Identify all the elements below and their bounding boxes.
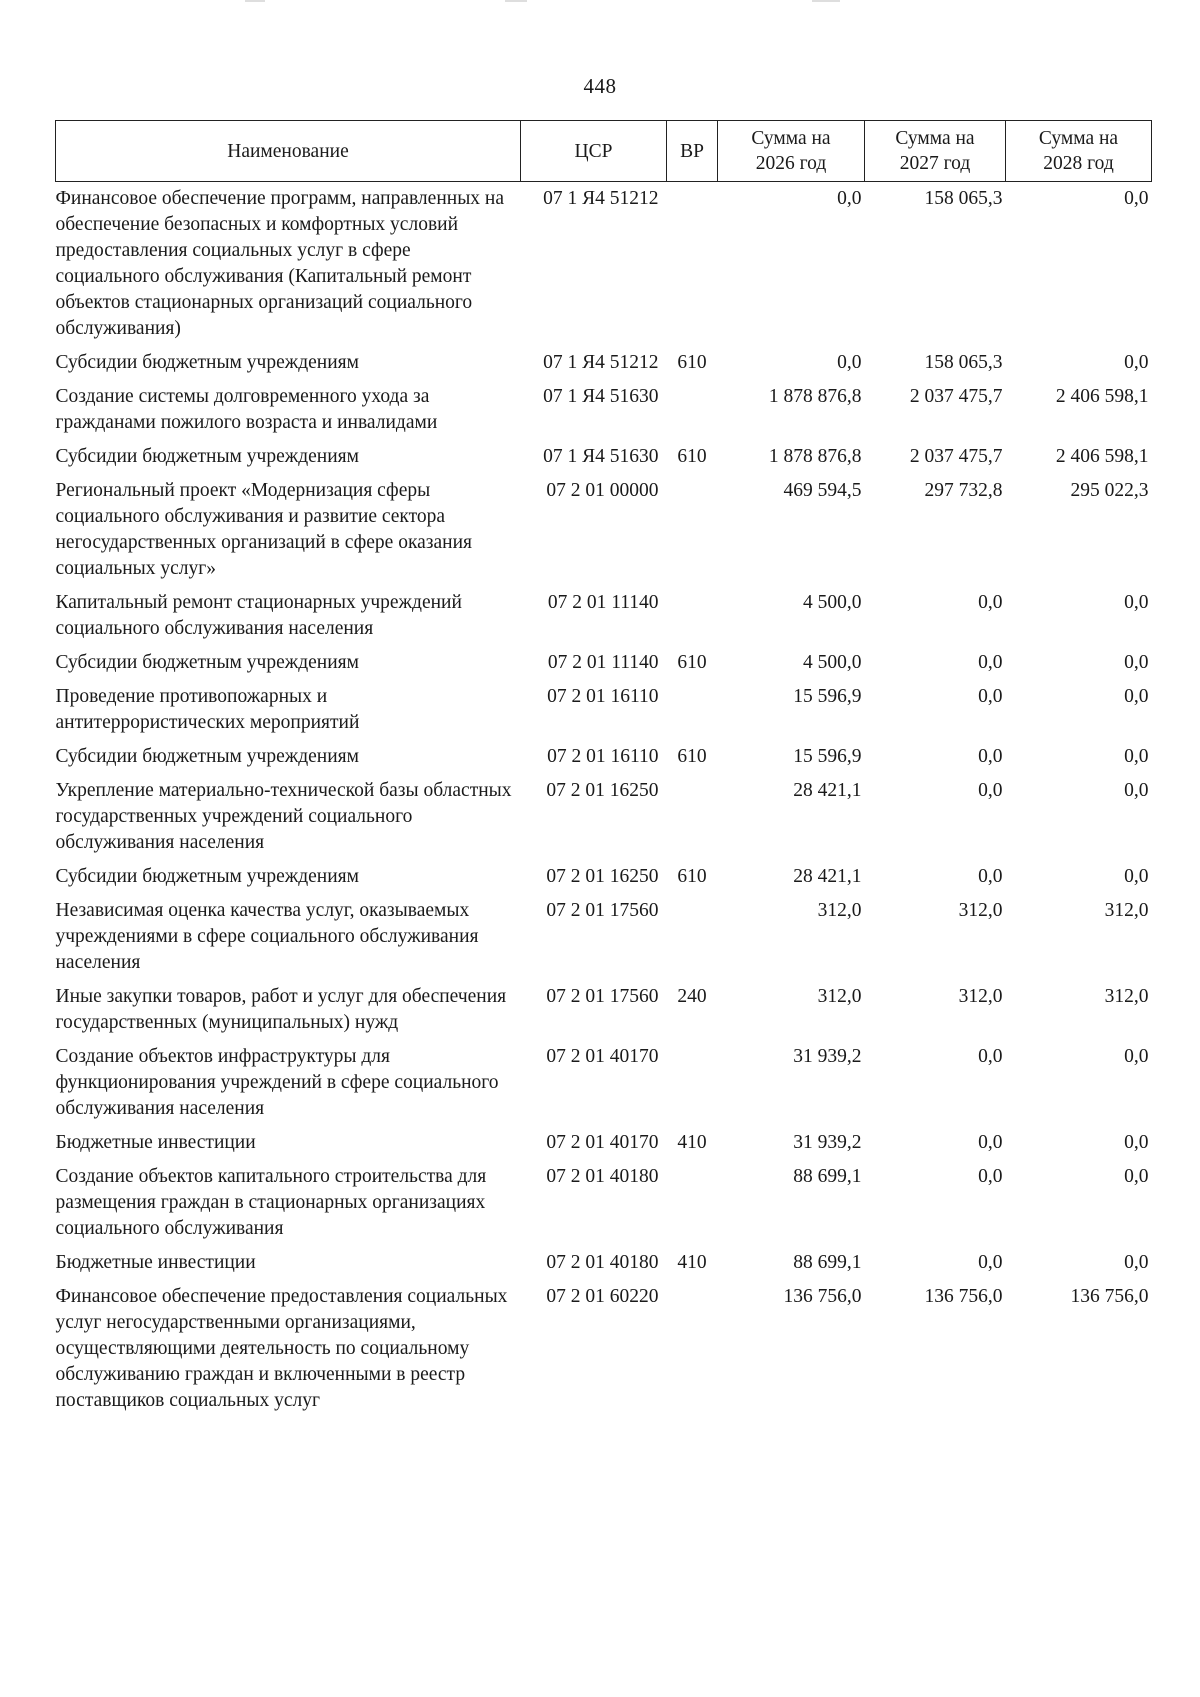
row-csr: 07 2 01 00000 [546,480,659,501]
row-vr [667,680,718,740]
row-sum-2027: 297 732,8 [924,480,1003,501]
row-sum-2027: 2 037 475,7 [909,386,1003,407]
row-name: Региональный проект «Модернизация сферы социального обслуживания и развитие сектора негосударственных организаций в сфере оказания социальных услуг» [55,480,472,579]
row-sum-2026: 28 421,1 [793,866,862,887]
row-vr: 610 [677,652,707,673]
page-number: 448 [583,74,617,98]
row-sum-2026: 312,0 [817,900,862,921]
row-sum-2027: 158 065,3 [924,188,1003,209]
row-name: Проведение противопожарных и антитеррористических мероприятий [55,686,360,733]
row-csr: 07 1 Я4 51630 [543,446,659,467]
row-sum-2027: 0,0 [978,1132,1003,1153]
row-name: Иные закупки товаров, работ и услуг для обеспечения государственных (муниципальных) нужд [55,986,507,1033]
row-sum-2027: 0,0 [978,746,1003,767]
row-csr: 07 2 01 11140 [547,652,659,673]
table-row [56,1160,1152,1246]
budget-table [55,120,1152,1418]
row-sum-2028: 0,0 [1124,592,1149,613]
row-sum-2028: 295 022,3 [1070,480,1149,501]
row-vr: 610 [677,446,707,467]
row-vr: 240 [677,986,707,1007]
row-name: Субсидии бюджетным учреждениям [55,352,359,373]
row-sum-2028: 0,0 [1124,780,1149,801]
row-sum-2026: 1 878 876,8 [768,386,862,407]
row-csr: 07 2 01 40170 [546,1132,659,1153]
row-sum-2026: 4 500,0 [803,592,862,613]
table-row [56,1126,1152,1160]
row-csr: 07 2 01 40180 [546,1166,659,1187]
row-sum-2026: 4 500,0 [803,652,862,673]
row-sum-2026: 88 699,1 [793,1252,862,1273]
row-sum-2028: 136 756,0 [1070,1286,1149,1307]
row-sum-2028: 312,0 [1104,900,1149,921]
header-vr-label: ВР [680,140,704,162]
row-csr: 07 2 01 11140 [547,592,659,613]
header-name [56,121,521,182]
header-sum-2026-line2: 2026 год [755,153,827,174]
row-sum-2028: 2 406 598,1 [1055,386,1149,407]
table-row [56,1280,1152,1418]
row-sum-2028: 0,0 [1124,1166,1149,1187]
row-sum-2026: 31 939,2 [793,1046,862,1067]
header-sum-2027-line1: Сумма на [895,128,975,149]
row-sum-2028: 0,0 [1124,188,1149,209]
row-sum-2028: 2 406 598,1 [1055,446,1149,467]
row-vr [667,774,718,860]
table-row [56,182,1152,347]
header-sum-2028 [1006,121,1152,182]
row-csr: 07 1 Я4 51630 [543,386,659,407]
table-row [56,740,1152,774]
table-row [56,680,1152,740]
row-sum-2026: 88 699,1 [793,1166,862,1187]
table-row [56,894,1152,980]
row-vr: 410 [677,1252,707,1273]
header-vr [667,121,718,182]
row-sum-2028: 312,0 [1104,986,1149,1007]
row-sum-2026: 136 756,0 [783,1286,862,1307]
table-row [56,474,1152,586]
row-sum-2027: 2 037 475,7 [909,446,1003,467]
row-vr [667,1160,718,1246]
table-row [56,980,1152,1040]
row-sum-2026: 31 939,2 [793,1132,862,1153]
table-row [56,586,1152,646]
table-header [56,121,1152,182]
table-row [56,860,1152,894]
row-csr: 07 2 01 60220 [546,1286,659,1307]
row-sum-2027: 0,0 [978,1166,1003,1187]
row-name: Укрепление материально-технической базы областных государственных учреждений социального обслуживания населения [55,780,512,853]
row-sum-2028: 0,0 [1124,652,1149,673]
row-sum-2028: 0,0 [1124,1046,1149,1067]
row-sum-2027: 312,0 [958,900,1003,921]
row-vr: 610 [677,866,707,887]
row-vr: 610 [677,746,707,767]
row-name: Субсидии бюджетным учреждениям [55,866,359,887]
scan-artifact [505,0,527,2]
row-sum-2028: 0,0 [1124,746,1149,767]
row-sum-2026: 312,0 [817,986,862,1007]
row-sum-2027: 0,0 [978,652,1003,673]
row-sum-2028: 0,0 [1124,352,1149,373]
row-csr: 07 2 01 16250 [546,780,659,801]
row-vr [667,586,718,646]
table-row [56,380,1152,440]
table-row [56,440,1152,474]
row-sum-2027: 158 065,3 [924,352,1003,373]
row-sum-2028: 0,0 [1124,1252,1149,1273]
header-sum-2026 [718,121,865,182]
row-sum-2027: 0,0 [978,592,1003,613]
row-sum-2026: 15 596,9 [793,746,862,767]
row-name: Бюджетные инвестиции [55,1252,256,1273]
table-row [56,1246,1152,1280]
row-sum-2028: 0,0 [1124,866,1149,887]
row-vr [667,380,718,440]
row-name: Финансовое обеспечение программ, направленных на обеспечение безопасных и комфортных условий предоставления социальных услуг в сфере социального обслуживания (Капитальный ремонт объектов стационарных организаций социального обслуживания) [55,188,505,339]
row-name: Создание объектов инфраструктуры для функционирования учреждений в сфере социального обслуживания населения [55,1046,499,1119]
table-row [56,1040,1152,1126]
row-csr: 07 2 01 16110 [547,746,659,767]
row-sum-2027: 0,0 [978,686,1003,707]
table-body [56,182,1152,1419]
row-name: Финансовое обеспечение предоставления социальных услуг негосударственными организациями, осуществляющими деятельность по социальному обслуживанию граждан и включенными в реестр поставщиков социальных услуг [55,1286,508,1411]
row-sum-2026: 0,0 [837,352,862,373]
header-name-label: Наименование [227,140,349,162]
row-vr: 410 [677,1132,707,1153]
header-sum-2027-line2: 2027 год [899,153,971,174]
scan-artifact [245,0,265,2]
row-name: Бюджетные инвестиции [55,1132,256,1153]
row-sum-2026: 469 594,5 [783,480,862,501]
row-csr: 07 2 01 40180 [546,1252,659,1273]
row-sum-2027: 136 756,0 [924,1286,1003,1307]
row-name: Создание системы долговременного ухода за гражданами пожилого возраста и инвалидами [55,386,438,433]
table-row [56,346,1152,380]
header-sum-2026-line1: Сумма на [751,128,831,149]
row-name: Независимая оценка качества услуг, оказываемых учреждениями в сфере социального обслуживания населения [55,900,479,973]
header-row [56,121,1152,182]
header-csr-label: ЦСР [574,140,613,162]
row-sum-2027: 0,0 [978,1252,1003,1273]
row-vr [667,182,718,347]
row-csr: 07 2 01 40170 [546,1046,659,1067]
row-sum-2028: 0,0 [1124,686,1149,707]
row-csr: 07 2 01 16110 [547,686,659,707]
row-sum-2027: 0,0 [978,866,1003,887]
row-vr: 610 [677,352,707,373]
row-sum-2026: 15 596,9 [793,686,862,707]
header-sum-2028-line2: 2028 год [1043,153,1114,174]
row-vr [667,474,718,586]
row-sum-2026: 0,0 [837,188,862,209]
row-vr [667,1040,718,1126]
row-sum-2027: 312,0 [958,986,1003,1007]
row-sum-2028: 0,0 [1124,1132,1149,1153]
row-vr [667,894,718,980]
row-name: Субсидии бюджетным учреждениям [55,446,359,467]
row-sum-2026: 1 878 876,8 [768,446,862,467]
row-csr: 07 2 01 17560 [546,986,659,1007]
header-sum-2028-line1: Сумма на [1038,128,1119,149]
row-name: Субсидии бюджетным учреждениям [55,652,359,673]
row-sum-2026: 28 421,1 [793,780,862,801]
row-csr: 07 2 01 17560 [546,900,659,921]
row-sum-2027: 0,0 [978,1046,1003,1067]
header-csr [521,121,667,182]
row-name: Субсидии бюджетным учреждениям [55,746,359,767]
table-row [56,646,1152,680]
row-name: Капитальный ремонт стационарных учреждений социального обслуживания населения [55,592,462,639]
header-sum-2027 [865,121,1006,182]
row-sum-2027: 0,0 [978,780,1003,801]
row-vr [667,1280,718,1418]
row-csr: 07 2 01 16250 [546,866,659,887]
table-row [56,774,1152,860]
row-name: Создание объектов капитального строительства для размещения граждан в стационарных организациях социального обслуживания [55,1166,487,1239]
row-csr: 07 1 Я4 51212 [543,188,659,209]
scan-artifact [812,0,840,2]
row-csr: 07 1 Я4 51212 [543,352,659,373]
